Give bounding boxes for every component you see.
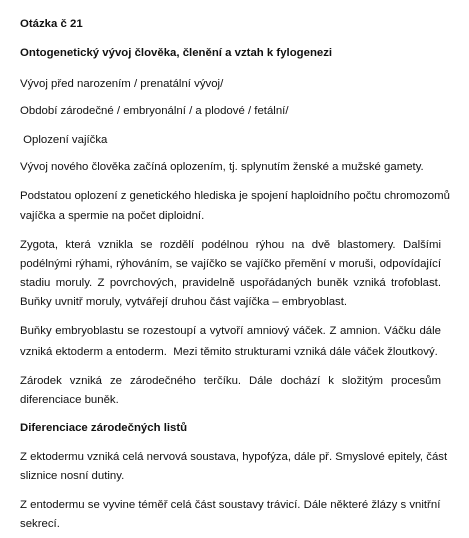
paragraph-zygote-line: Zygota, která vznikla se rozdělí podélnou rýhou na dvě blastomery. Dalšími — [20, 239, 441, 251]
question-title: Otázka č 21 — [20, 18, 83, 30]
paragraph-prenatal: Vývoj před narozením / prenatální vývoj/ — [20, 78, 224, 90]
paragraph-embryoblast-line: Buňky embryoblastu se rozestoupí a vytvoří amniový váček. Z amnion. Váčku dále — [20, 325, 441, 337]
paragraph-zygote-line: podélnými rýhami, rýhováním, se vajíčko se vajíčko přemění v moruši, odpovídající — [20, 258, 441, 270]
paragraph-embryo-line: diferenciace buněk. — [20, 394, 119, 406]
paragraph-fertilization: Oplození vajíčka — [20, 134, 108, 146]
paragraph-periods: Období zárodečné / embryonální / a plodové / fetální/ — [20, 105, 289, 117]
paragraph-embryoblast-line: vzniká ektoderm a entoderm. Mezi těmito strukturami vzniká dále váček žloutkový. — [20, 346, 438, 358]
paragraph-zygote-line: stadiu moruly. Z povrchových, pravidelně uspořádaných buněk vzniká trofoblast. — [20, 277, 441, 289]
paragraph-zygote-line: Buňky uvnitř moruly, vytvářejí druhou část vajíčka – embryoblast. — [20, 296, 348, 308]
paragraph-embryo-line: Zárodek vzniká ze zárodečného terčíku. Dále dochází k složitým procesům — [20, 375, 441, 387]
paragraph-essence-line: vajíčka a spermie na počet diploidní. — [20, 210, 205, 222]
paragraph-essence-line: Podstatou oplození z genetického hlediska je spojení haploidního počtu chromozomů — [20, 190, 450, 202]
paragraph-new-human: Vývoj nového člověka začíná oplozením, tj. splynutím ženské a mužské gamety. — [20, 161, 424, 173]
paragraph-entoderm-line: Z entodermu se vyvine téměř celá část soustavy trávicí. Dále některé žlázy s vnitřní — [20, 499, 441, 511]
paragraph-entoderm-line: sekrecí. — [20, 518, 60, 530]
differentiation-heading: Diferenciace zárodečných listů — [20, 422, 188, 434]
paragraph-ectoderm-line: Z ektodermu vzniká celá nervová soustava, hypofýza, dále př. Smyslové epitely, část — [20, 451, 448, 463]
section-heading: Ontogenetický vývoj člověka, členění a vztah k fylogenezi — [20, 47, 333, 59]
paragraph-ectoderm-line: sliznice nosní dutiny. — [20, 470, 125, 482]
